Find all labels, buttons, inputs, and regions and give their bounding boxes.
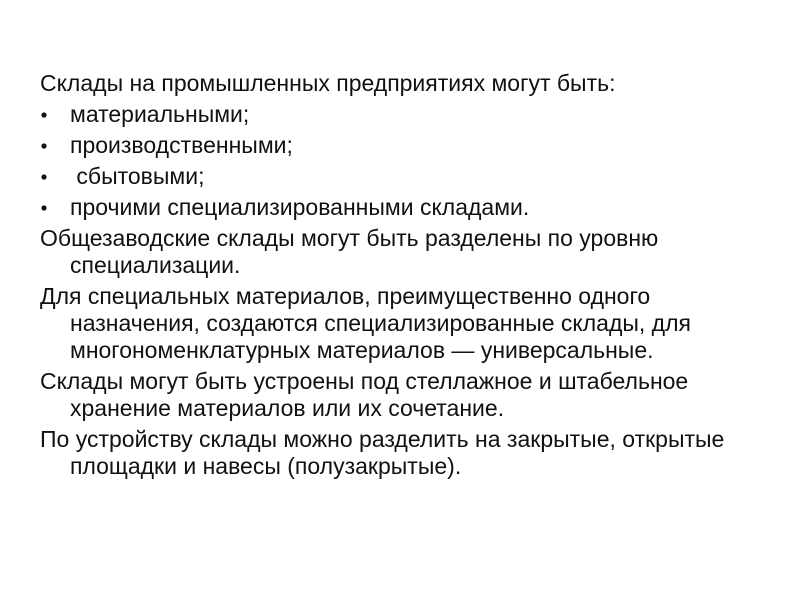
slide-body	[40, 70, 740, 484]
bullet-item-other	[40, 194, 740, 221]
paragraph-construction: По устройству склады можно разделить на закрытые, открытые площадки и навесы (полузакрытые).	[40, 426, 725, 479]
bullet-text: сбытовыми;	[76, 163, 205, 189]
bullet-text: прочими специализированными складами.	[70, 194, 530, 220]
bullet-item-materials	[40, 101, 740, 128]
paragraph-special-materials: Для специальных материалов, преимущественно одного назначения, создаются специализированные склады, для многономенклатурных материалов — универсальные.	[40, 283, 691, 363]
bullet-item-sales	[40, 163, 740, 190]
intro-paragraph: Склады на промышленных предприятиях могут быть:	[40, 70, 616, 96]
bullet-item-production	[40, 132, 740, 159]
paragraph-specialization: Общезаводские склады могут быть разделены по уровню специализации.	[40, 225, 659, 278]
bullet-text: материальными;	[70, 101, 250, 127]
paragraph-storage-types: Склады могут быть устроены под стеллажное и штабельное хранение материалов или их сочетание.	[40, 368, 689, 421]
bullet-list	[40, 101, 740, 221]
bullet-text: производственными;	[70, 132, 293, 158]
